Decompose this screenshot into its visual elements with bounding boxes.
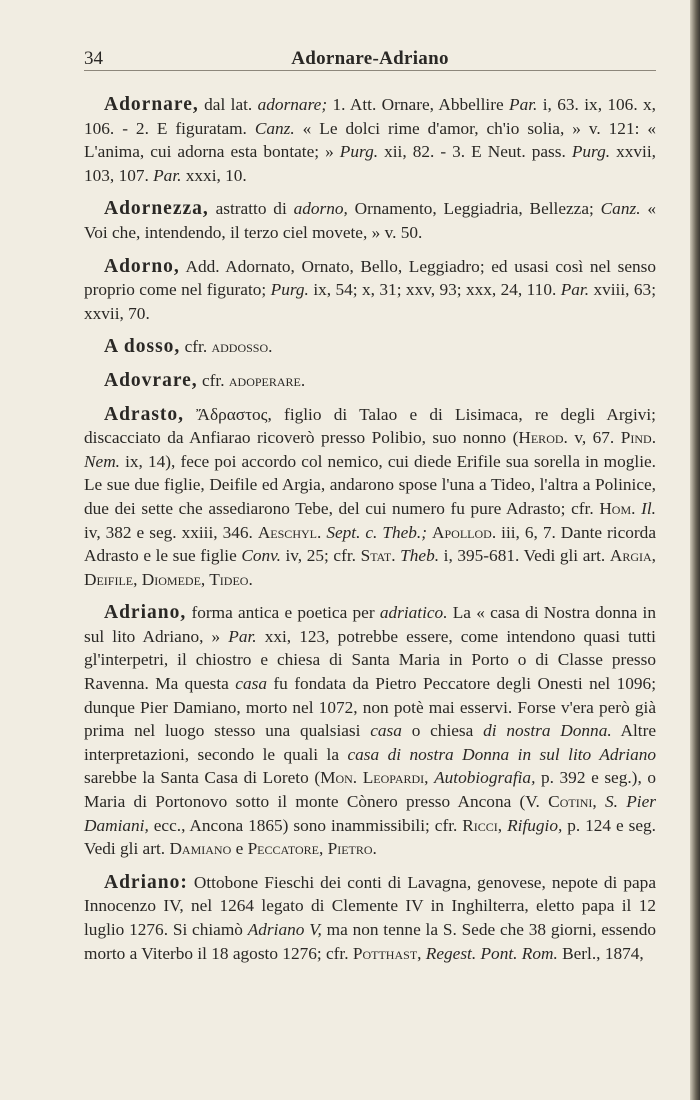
entry-text: i, 63. ix, 106. x, 106. - 2. E figuratam.: [84, 95, 656, 138]
entry-text: i, 395-681. Vedi gli art.: [439, 546, 610, 566]
small-caps-reference: Damiano: [169, 839, 232, 859]
small-caps-reference: Pind.: [620, 428, 657, 448]
entry-text: xxxi, 10.: [181, 165, 247, 185]
entry-headword: Adriano:: [104, 871, 188, 893]
entry-text: Ottobone Fieschi dei conti di Lavagna, genovese, nepote di papa Innocenzo IV, nel 1264 legato di Clemente IV in Inghilterra, eletto papa il 12 luglio 1276. Si chiamò: [84, 872, 656, 939]
entry-headword: Adornare,: [104, 94, 199, 115]
italic-text: Adriano V,: [247, 920, 322, 939]
entry-text: ix, 14), fece poi accordo col nemico, cui diede Erifile sua sorella in moglie. Le sue due figlie, Deifile ed Argia, andarono spose l'una a Tideo, l'altra a Polinice, due dei sette che assediarono Tebe, del cui numero fu pure Adrasto; cfr.: [84, 451, 656, 518]
page-number: 34: [84, 48, 103, 69]
entry-text: « Voi che, intendendo, il terzo ciel movete, » v. 50.: [84, 199, 656, 242]
small-caps-reference: Herod.: [518, 428, 568, 448]
italic-text: casa di nostra Donna in sul lito Adriano: [347, 744, 656, 764]
italic-text: Par.: [509, 95, 538, 114]
dictionary-entry: [84, 871, 656, 965]
entry-text: Ornamento, Leggiadria, Bellezza;: [347, 199, 601, 219]
italic-text: Conv.: [241, 546, 281, 566]
entry-headword: Adovrare,: [104, 369, 198, 391]
entry-text: xxi, 123, potrebbe essere, come intendono quasi tutti gl'interpetri, il chiostro e chiesa di Santa Maria in Porto o di Classe presso Ravenna. Ma questa: [84, 626, 656, 694]
small-caps-reference: Cotini,: [548, 792, 597, 812]
entry-text: Altre interpretazioni, secondo le quali la: [84, 721, 657, 764]
entry-text: Berl., 1874,: [557, 943, 644, 963]
dictionary-entry: [84, 93, 656, 187]
entry-text: La « casa di Nostra donna in sul lito Adriano, »: [84, 603, 656, 646]
entry-text: ecc., Ancona 1865) sono inammissibili; cfr.: [148, 815, 463, 835]
small-caps-reference: Hom.: [599, 498, 636, 518]
entry-text: 1. Att. Ornare, Abbellire: [327, 95, 510, 114]
dictionary-entry: [84, 369, 656, 393]
dictionary-entry: [84, 601, 656, 861]
italic-text: Sept. c. Theb.;: [326, 522, 428, 542]
italic-text: Canz.: [254, 118, 295, 138]
italic-text: Purg.: [339, 142, 379, 162]
small-caps-reference: Potthast,: [352, 943, 422, 963]
small-caps-reference: Peccatore, Pietro.: [247, 839, 377, 859]
entry-headword: Adrasto,: [104, 403, 185, 425]
italic-text: Nem.: [84, 451, 120, 471]
entry-text: fu fondata da Pietro Peccatore degli Onesti nel 1096; dunque Pier Damiano, morto nel 1072, non potè mai esservi. Forse v'era però già prima nel luogo stesso una qualsiasi: [84, 674, 656, 741]
italic-text: Canz.: [600, 199, 641, 219]
entry-text: p. 392 e seg.), o Maria di Portonovo sotto il monte Cònero presso Ancona (V.: [84, 768, 656, 812]
italic-text: adornare;: [257, 95, 328, 114]
italic-text: Autobiografia,: [434, 768, 536, 788]
dictionary-entry: [84, 335, 656, 359]
entry-headword: Adornezza,: [104, 198, 209, 220]
small-caps-reference: addosso.: [211, 337, 273, 357]
entry-text: dal lat.: [198, 95, 258, 114]
entry-text: xii, 82. - 3. E Neut. pass.: [378, 142, 572, 162]
running-header: [84, 40, 656, 71]
entry-text: astratto di: [208, 199, 294, 219]
italic-text: Rifugio,: [507, 815, 563, 835]
entry-headword: Adriano,: [104, 602, 187, 624]
entry-text: iv, 382 e seg. xxiii, 346.: [84, 522, 258, 542]
entry-text: v, 67.: [567, 428, 621, 448]
entry-text: o chiesa: [401, 721, 484, 741]
italic-text: Purg.: [571, 142, 611, 162]
italic-text: Il.: [641, 498, 656, 518]
dictionary-entries: [84, 93, 656, 965]
italic-text: adorno,: [293, 199, 348, 219]
italic-text: di nostra Donna.: [483, 721, 612, 741]
entry-text: Ἄδραστος, figlio di Talao e di Lisimaca, re degli Argivi; discacciato da Anfiarao ricoverò presso Polibio, suo nonno (: [84, 404, 656, 448]
entry-text: xxvii, 103, 107.: [84, 142, 656, 185]
entry-text: iv, 25; cfr.: [280, 546, 361, 566]
small-caps-reference: adoperare.: [228, 370, 306, 390]
small-caps-reference: Ricci,: [462, 815, 503, 835]
italic-text: Regest. Pont. Rom.: [425, 943, 558, 963]
italic-text: Par.: [560, 280, 590, 300]
entry-text: cfr.: [180, 337, 212, 357]
italic-text: adriatico.: [379, 603, 448, 623]
small-caps-reference: Stat.: [360, 546, 396, 566]
entry-headword: Adorno,: [104, 255, 180, 277]
book-page: [84, 40, 656, 975]
entry-text: ma non tenne la S. Sede che 38 giorni, essendo morto a Viterbo il 18 agosto 1276; cfr.: [84, 920, 656, 963]
entry-text: e: [231, 839, 248, 859]
italic-text: casa: [370, 721, 402, 741]
entry-text: xviii, 63; xxvii, 70.: [84, 280, 656, 323]
entry-headword: A dosso,: [104, 336, 181, 358]
small-caps-reference: Aeschyl.: [257, 522, 322, 542]
small-caps-reference: Argia, Deifile, Diomede, Tideo.: [84, 546, 656, 589]
italic-text: Purg.: [270, 280, 309, 300]
running-head-title: Adornare-Adriano: [291, 48, 449, 69]
entry-text: forma antica e poetica per: [186, 603, 380, 623]
entry-text: [597, 792, 605, 811]
italic-text: S. Pier Damiani,: [84, 792, 656, 835]
dictionary-entry: [84, 255, 656, 326]
small-caps-reference: Apollod.: [432, 522, 497, 542]
entry-text: « Le dolci rime d'amor, ch'io solia, » v. 121: « L'anima, cui adorna esta bontate; »: [84, 118, 657, 162]
small-caps-reference: Mon. Leopardi,: [320, 768, 429, 788]
entry-text: ix, 54; x, 31; xxv, 93; xxx, 24, 110.: [308, 280, 561, 300]
entry-text: sarebbe la Santa Casa di Loreto (: [84, 768, 321, 788]
entry-text: Add. Adornato, Ornato, Bello, Leggiadro; ed usasi così nel senso proprio come nel figurato;: [84, 256, 656, 300]
italic-text: Theb.: [400, 546, 440, 566]
entry-text: p. 124 e seg. Vedi gli art.: [84, 815, 656, 859]
italic-text: Par.: [153, 165, 182, 185]
book-page-edge: [690, 0, 700, 1100]
entry-text: iii, 6, 7. Dante ricorda Adrasto e le sue figlie: [84, 522, 656, 566]
entry-text: cfr.: [197, 370, 229, 390]
italic-text: Par.: [228, 626, 257, 646]
italic-text: casa: [235, 674, 267, 694]
dictionary-entry: [84, 197, 656, 244]
dictionary-entry: [84, 403, 656, 592]
